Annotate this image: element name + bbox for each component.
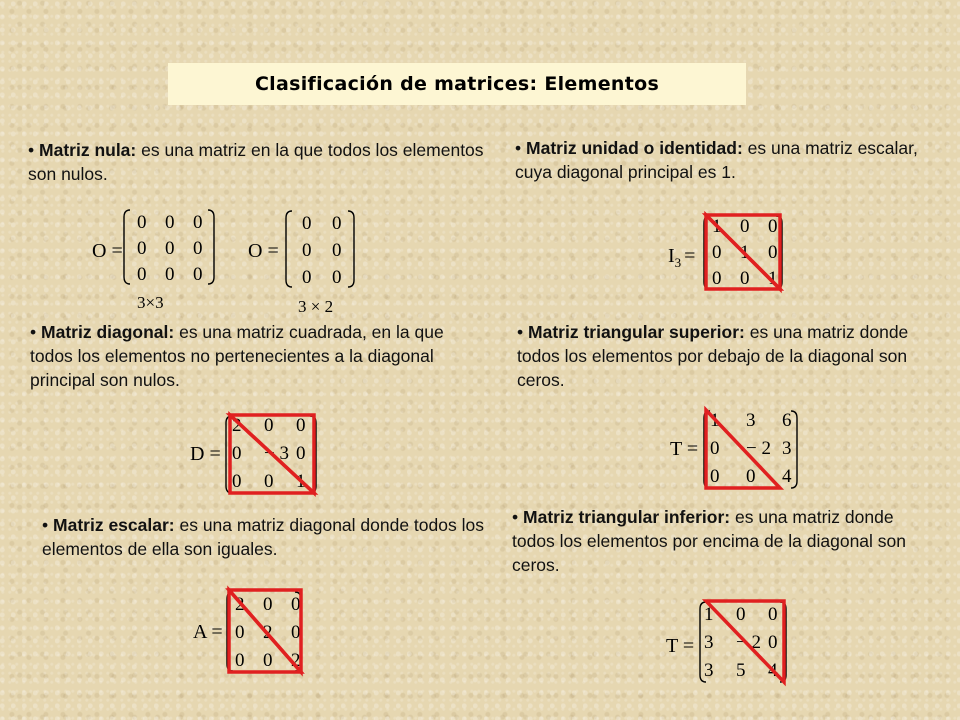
right-bracket	[791, 411, 797, 488]
para-matriz-escalar	[42, 513, 497, 561]
matrix-cell: 0	[264, 415, 274, 436]
desc-matriz-nula: es una matriz en la que todos los elementos son nulos.	[28, 140, 484, 184]
matrix-cell: 0	[296, 443, 306, 464]
matrix-cell: 0	[232, 443, 242, 464]
matrix-label-equals: =	[684, 245, 696, 267]
matrix-triangular-inferior-svg	[666, 598, 796, 690]
matrix-cells	[137, 212, 203, 285]
desc-matriz-triangular-superior: es una matriz donde todos los elementos por debajo de la diagonal son ceros.	[517, 322, 909, 390]
matrix-dimension: 3×3	[137, 293, 164, 312]
matrix-cell: 0	[291, 594, 301, 615]
matrix-cells	[710, 410, 792, 487]
matrix-cell: 0	[137, 212, 147, 233]
matrix-cell: 1	[710, 410, 720, 431]
term-matriz-triangular-inferior: Matriz triangular inferior:	[523, 507, 731, 527]
matrix-cell: 0	[736, 604, 746, 625]
left-bracket	[124, 210, 130, 284]
matrix-cell: 1	[296, 471, 306, 492]
matrix-cell: 3	[704, 660, 714, 681]
matrix-cell: 0	[740, 268, 750, 289]
matrix-label: D =	[190, 443, 221, 465]
matrix-cell: 0	[235, 622, 245, 643]
matrix-triangular-superior-svg	[670, 407, 805, 497]
matrix-cells	[302, 213, 342, 288]
matrix-nula-3x3-svg	[92, 205, 222, 315]
right-bracket	[208, 210, 214, 284]
matrix-cell: 0	[263, 650, 273, 671]
matrix-cell: 3	[782, 438, 792, 459]
matrix-cell: 2	[235, 594, 245, 615]
matrix-cell: 0	[165, 264, 175, 285]
matrix-cell: 0	[712, 242, 722, 263]
matrix-cell: 2	[263, 622, 273, 643]
matrix-label-subscript: 3	[674, 255, 682, 270]
term-matriz-triangular-superior: Matriz triangular superior:	[528, 322, 745, 342]
matrix-cell: 2	[232, 415, 242, 436]
matrix-identidad-svg	[668, 212, 788, 297]
matrix-cell: 0	[710, 466, 720, 487]
matrix-cell: 0	[137, 264, 147, 285]
matrix-cell: 0	[193, 264, 203, 285]
bullet: •	[517, 322, 524, 342]
matrix-diagonal-svg	[190, 412, 325, 502]
matrix-cell: 3	[746, 410, 756, 431]
matrix-cell: − 2	[736, 632, 761, 653]
matrix-cell: 0	[263, 594, 273, 615]
slide-title: Clasificación de matrices: Elementos	[168, 63, 746, 105]
desc-matriz-identidad: es una matriz escalar, cuya diagonal principal es 1.	[515, 138, 918, 182]
matrix-cell: 0	[740, 216, 750, 237]
para-matriz-triangular-superior	[517, 320, 937, 392]
matrix-cell: 0	[302, 240, 312, 261]
matrix-cell: 4	[782, 466, 792, 487]
matrix-cell: 0	[746, 466, 756, 487]
matrix-cell: 0	[291, 622, 301, 643]
term-matriz-nula: Matriz nula:	[39, 140, 137, 160]
matrix-cell: 6	[782, 410, 792, 431]
desc-matriz-triangular-inferior: es una matriz donde todos los elementos por encima de la diagonal son ceros.	[512, 507, 906, 575]
matrix-cell: 0	[193, 238, 203, 259]
matrix-cell: 1	[768, 268, 778, 289]
matrix-cell: − 2	[746, 438, 771, 459]
matrix-cell: − 3	[264, 443, 289, 464]
matrix-cell: 0	[332, 267, 342, 288]
matrix-cell: 1	[712, 216, 722, 237]
matrix-cell: 0	[232, 471, 242, 492]
matrix-label: T =	[666, 635, 695, 657]
para-matriz-nula	[28, 138, 498, 186]
matrix-cell: 0	[768, 604, 778, 625]
matrix-cells	[704, 604, 778, 681]
right-bracket	[348, 211, 354, 287]
matrix-cell: 0	[332, 213, 342, 234]
matrix-cell: 2	[291, 650, 301, 671]
bullet: •	[30, 322, 37, 342]
matrix-label: T =	[670, 438, 699, 460]
bullet: •	[512, 507, 519, 527]
matrix-cell: 0	[165, 212, 175, 233]
matrix-cell: 0	[165, 238, 175, 259]
para-matriz-triangular-inferior	[512, 505, 937, 577]
bullet: •	[28, 140, 35, 160]
desc-matriz-escalar: es una matriz diagonal donde todos los elementos de ella son iguales.	[42, 515, 484, 559]
matrix-cell: 0	[302, 213, 312, 234]
matrix-dimension: 3 × 2	[298, 297, 334, 316]
matrix-cell: 0	[712, 268, 722, 289]
matrix-cell: 0	[768, 242, 778, 263]
matrix-cell: 0	[710, 438, 720, 459]
term-matriz-diagonal: Matriz diagonal:	[41, 322, 175, 342]
matrix-cell: 1	[704, 604, 714, 625]
matrix-label: O =	[92, 240, 123, 262]
matrix-cell: 1	[740, 242, 750, 263]
matrix-cell: 5	[736, 660, 746, 681]
left-bracket	[286, 211, 292, 287]
para-matriz-identidad	[515, 136, 940, 184]
matrix-cell: 3	[704, 632, 714, 653]
matrix-cell: 0	[264, 471, 274, 492]
matrix-cell: 0	[235, 650, 245, 671]
matrix-cell: 0	[768, 216, 778, 237]
matrix-label: A =	[193, 621, 223, 643]
bullet: •	[515, 138, 522, 158]
term-matriz-escalar: Matriz escalar:	[53, 515, 175, 535]
matrix-label: O =	[248, 240, 279, 262]
matrix-cell: 0	[332, 240, 342, 261]
bullet: •	[42, 515, 49, 535]
matrix-escalar-svg	[193, 586, 318, 681]
matrix-cell: 0	[296, 415, 306, 436]
matrix-cell: 0	[137, 238, 147, 259]
matrix-cell: 0	[302, 267, 312, 288]
matrix-cell: 4	[768, 660, 778, 681]
matrix-cell: 0	[768, 632, 778, 653]
para-matriz-diagonal	[30, 320, 485, 392]
matrix-cell: 0	[193, 212, 203, 233]
term-matriz-identidad: Matriz unidad o identidad:	[526, 138, 743, 158]
matrix-label	[668, 245, 695, 270]
desc-matriz-diagonal: es una matriz cuadrada, en la que todos los elementos no pertenecientes a la diagonal principal son nulos.	[30, 322, 444, 390]
matrix-nula-3x2-svg	[248, 207, 358, 317]
matrix-label-name: I	[668, 245, 675, 267]
